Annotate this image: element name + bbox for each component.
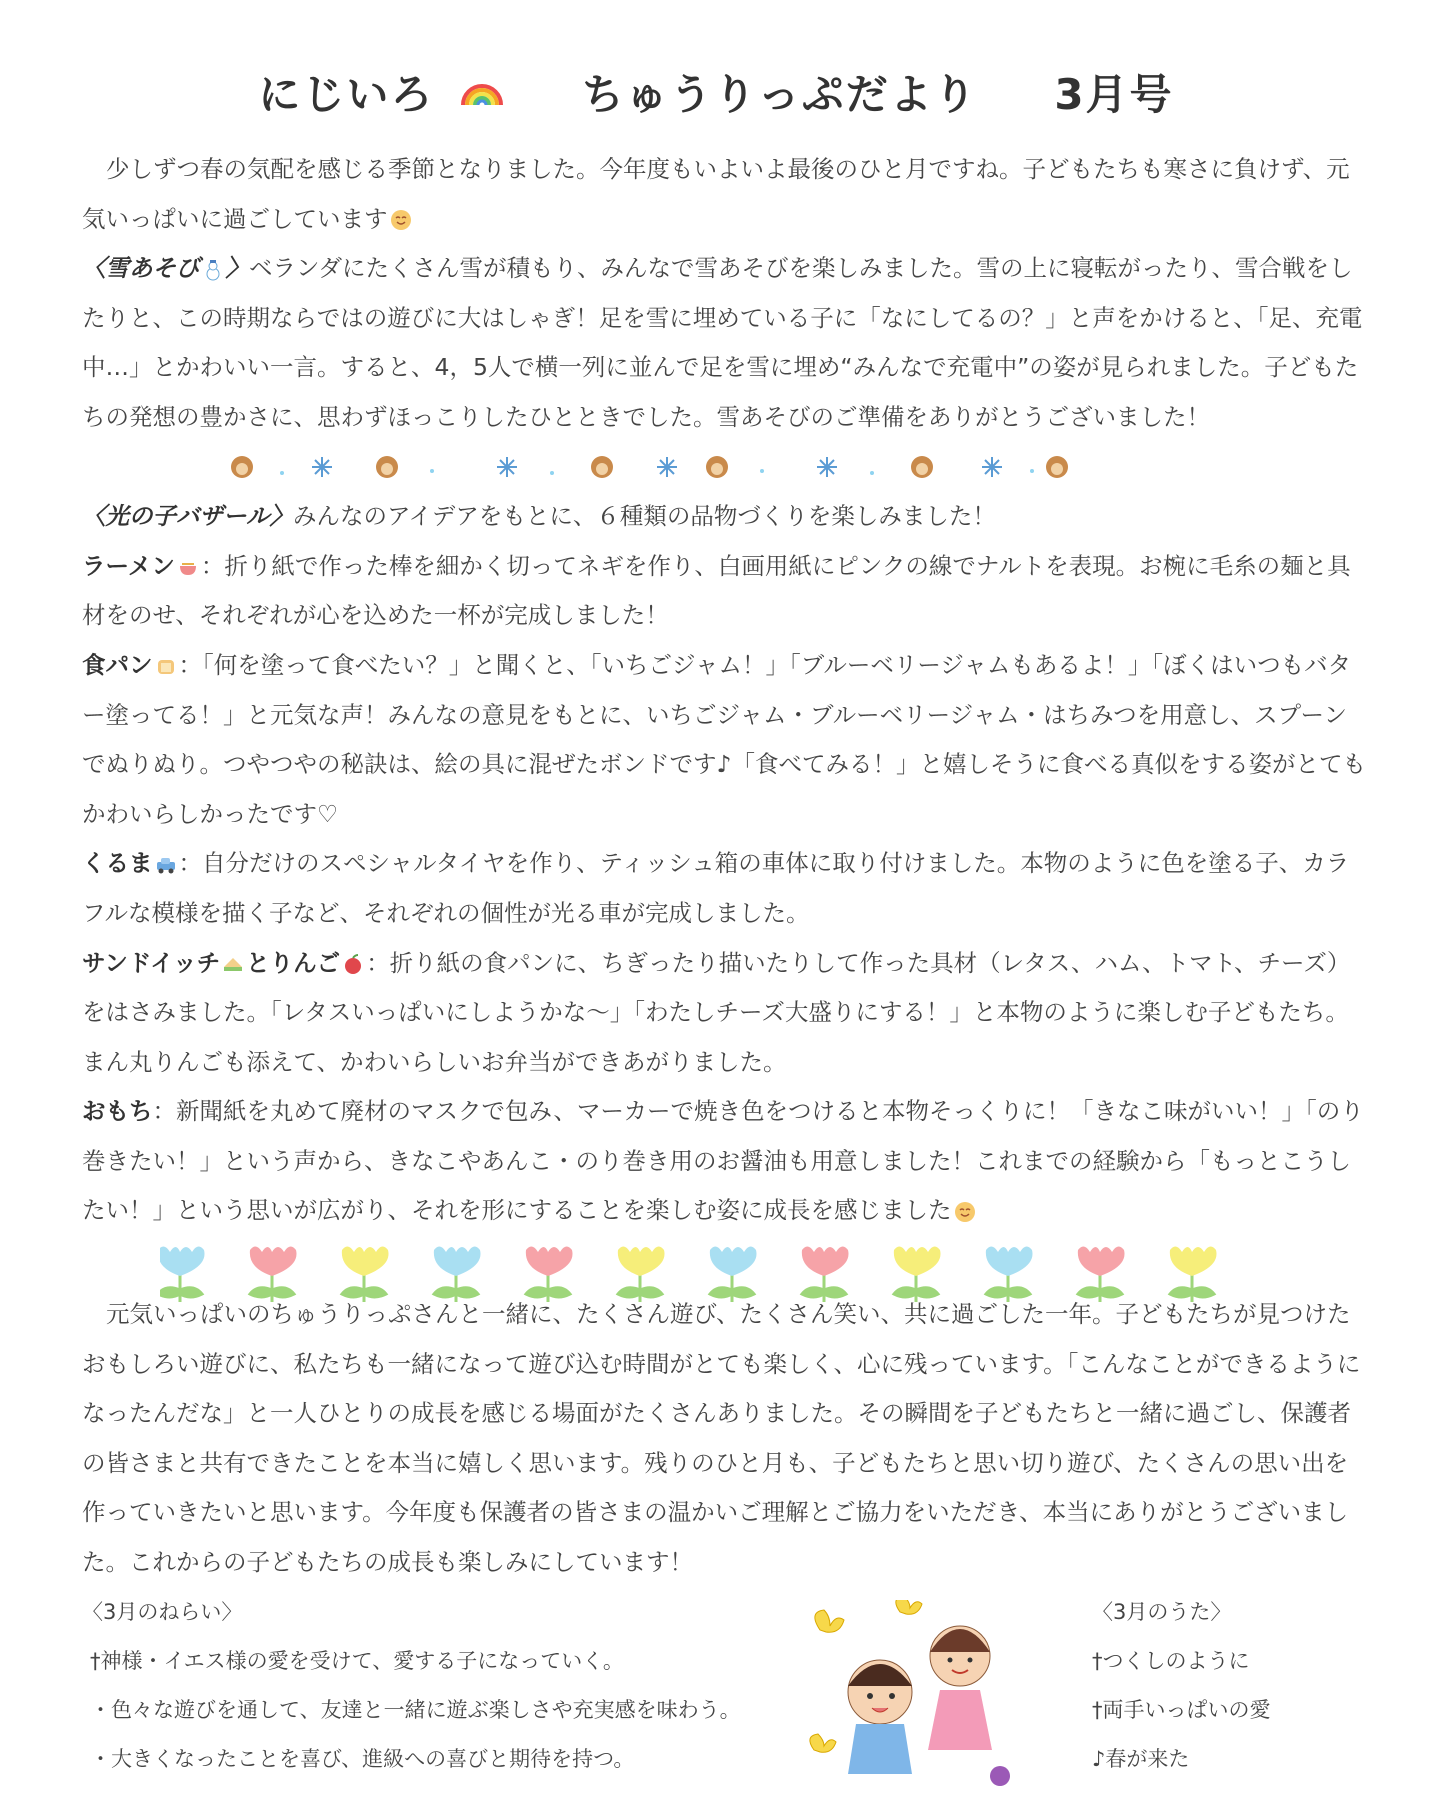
song-line: †つくしのように bbox=[1092, 1649, 1250, 1673]
item-sandwich bbox=[82, 939, 1367, 1088]
ramen-bowl-icon bbox=[177, 556, 199, 578]
closing-message bbox=[82, 1290, 1367, 1588]
title-class-name: にじいろ bbox=[258, 70, 435, 119]
snowman-icon bbox=[202, 259, 224, 281]
item-text: ：折り紙で作った棒を細かく切ってネギを作り、白画用紙にピンクの線でナルトを表現。お椀に毛糸の麺と具材をのせ、それぞれが心を込めた一杯が完成しました！ bbox=[82, 551, 1351, 630]
item-ramen bbox=[82, 542, 1367, 641]
snow-text: ベランダにたくさん雪が積もり、みんなで雪あそびを楽しみました。雪の上に寝転がったり、雪合戦をしたりと、この時期ならではの遊びに大はしゃぎ！足を雪に埋めている子に「なにしてるの？」と声をかけると、「足、充電中…」とかわいい一言。すると、4，5人で横一列に並んで足を雪に埋め“みんなで充電中”の姿が見られました。子どもたちの発想の豊かさに、思わずほっこりしたひとときでした。雪あそびのご準備をありがとうございました！ bbox=[82, 254, 1363, 431]
sandwich-icon bbox=[222, 953, 244, 975]
snow-section bbox=[82, 244, 1367, 492]
item-car bbox=[82, 839, 1367, 938]
monthly-aims bbox=[82, 1588, 782, 1784]
bazaar-section bbox=[82, 492, 1367, 542]
newsletter-title bbox=[0, 62, 1432, 122]
intro-paragraph bbox=[82, 145, 1367, 244]
monthly-songs bbox=[1092, 1588, 1392, 1784]
aims-line: ・色々な遊びを通して、友達と一緒に遊ぶ楽しさや充実感を味わう。 bbox=[90, 1698, 741, 1722]
apple-icon bbox=[342, 953, 364, 975]
title-newsletter-name: ちゅうりっぷだより bbox=[581, 70, 978, 119]
title-issue: 3月号 bbox=[1054, 70, 1174, 119]
item-label: おもち bbox=[82, 1097, 153, 1126]
smile-face-icon bbox=[954, 1201, 976, 1223]
aims-line: †神様・イエス様の愛を受けて、愛する子になっていく。 bbox=[90, 1649, 624, 1673]
snow-heading: 〈雪あそび bbox=[82, 254, 200, 283]
snow-heading-end: 〉 bbox=[225, 254, 249, 283]
song-line: †両手いっぱいの愛 bbox=[1092, 1698, 1271, 1722]
item-text: ：自分だけのスペシャルタイヤを作り、ティッシュ箱の車体に取り付けました。本物のように色を塗る子、カラフルな模様を描く子など、それぞれの個性が光る車が完成しました。 bbox=[82, 849, 1350, 927]
item-label: 食パン bbox=[82, 650, 153, 679]
item-label: サンドイッチ bbox=[82, 948, 221, 977]
closing-text: 元気いっぱいのちゅうりっぷさんと一緒に、たくさん遊び、たくさん笑い、共に過ごした一年。子どもたちが見つけたおもしろい遊びに、私たちも一緒になって遊び込む時間がとても楽しく、心に残っています。「こんなことができるようになったんだな」と一人ひとりの成長を感じる場面がたくさんありました。その瞬間を子どもたちと一緒に過ごし、保護者の皆さまと共有できたことを本当に嬉しく思います。残りのひと月も、子どもたちと思い切り遊び、たくさんの思い出を作っていきたいと思います。今年度も保護者の皆さまの温かいご理解とご協力をいただき、本当にありがとうございました。これからの子どもたちの成長も楽しみにしています！ bbox=[82, 1300, 1361, 1576]
bazaar-text: みんなのアイデアをもとに、６種類の品物づくりを楽しみました！ bbox=[293, 502, 996, 531]
item-bread bbox=[82, 641, 1367, 839]
car-icon bbox=[155, 854, 177, 876]
bazaar-heading: 〈光の子バザール〉 bbox=[82, 502, 294, 531]
aims-line: ・大きくなったことを喜び、進級への喜びと期待を持つ。 bbox=[90, 1747, 635, 1771]
monkey-snowflake-decoration bbox=[202, 449, 1102, 487]
songs-heading: 〈3月のうた〉 bbox=[1092, 1600, 1232, 1624]
item-text: ：折り紙の食パンに、ちぎったり描いたりして作った具材（レタス、ハム、トマト、チーズ）をはさみました。「レタスいっぱいにしようかな～」「わたしチーズ大盛りにする！」と本物のように楽しむ子どもたち。まん丸りんごも添えて、かわいらしいお弁当ができあがりました。 bbox=[82, 948, 1351, 1076]
newsletter-body bbox=[82, 145, 1367, 1236]
item-text: ：新聞紙を丸めて廃材のマスクで包み、マーカーで焼き色をつけると本物そっくりに！「きなこ味がいい！」「のり巻きたい！」という声から、きなこやあんこ・のり巻き用のお醤油も用意しました！これまでの経験から「もっとこうしたい！」という思いが広がり、それを形にすることを楽しむ姿に成長を感じました bbox=[82, 1097, 1364, 1225]
item-label-2: とりんご bbox=[246, 948, 341, 977]
item-text: ：「何を塗って食べたい？」と聞くと、「いちごジャム！」「ブルーベリージャムもあるよ！」「ぼくはいつもバター塗ってる！」と元気な声！みんなの意見をもとに、いちごジャム・ブルーベリージャム・はちみつを用意し、スプーンでぬりぬり。つやつやの秘訣は、絵の具に混ぜたボンドです♪「食べてみる！」と嬉しそうに食べる真似をする姿がとてもかわいらしかったです♡ bbox=[82, 650, 1366, 828]
smile-face-icon bbox=[390, 209, 412, 231]
aims-heading: 〈3月のねらい〉 bbox=[82, 1600, 243, 1624]
item-label: ラーメン bbox=[82, 551, 175, 580]
item-mochi bbox=[82, 1087, 1367, 1236]
children-butterflies-illustration bbox=[800, 1600, 1040, 1796]
bread-icon bbox=[155, 655, 177, 677]
rainbow-icon bbox=[451, 68, 565, 117]
item-label: くるま bbox=[82, 849, 153, 878]
song-line: ♪春が来た bbox=[1092, 1747, 1190, 1771]
intro-text: 少しずつ春の気配を感じる季節となりました。今年度もいよいよ最後のひと月ですね。子どもたちも寒さに負けず、元気いっぱいに過ごしています bbox=[82, 155, 1350, 233]
